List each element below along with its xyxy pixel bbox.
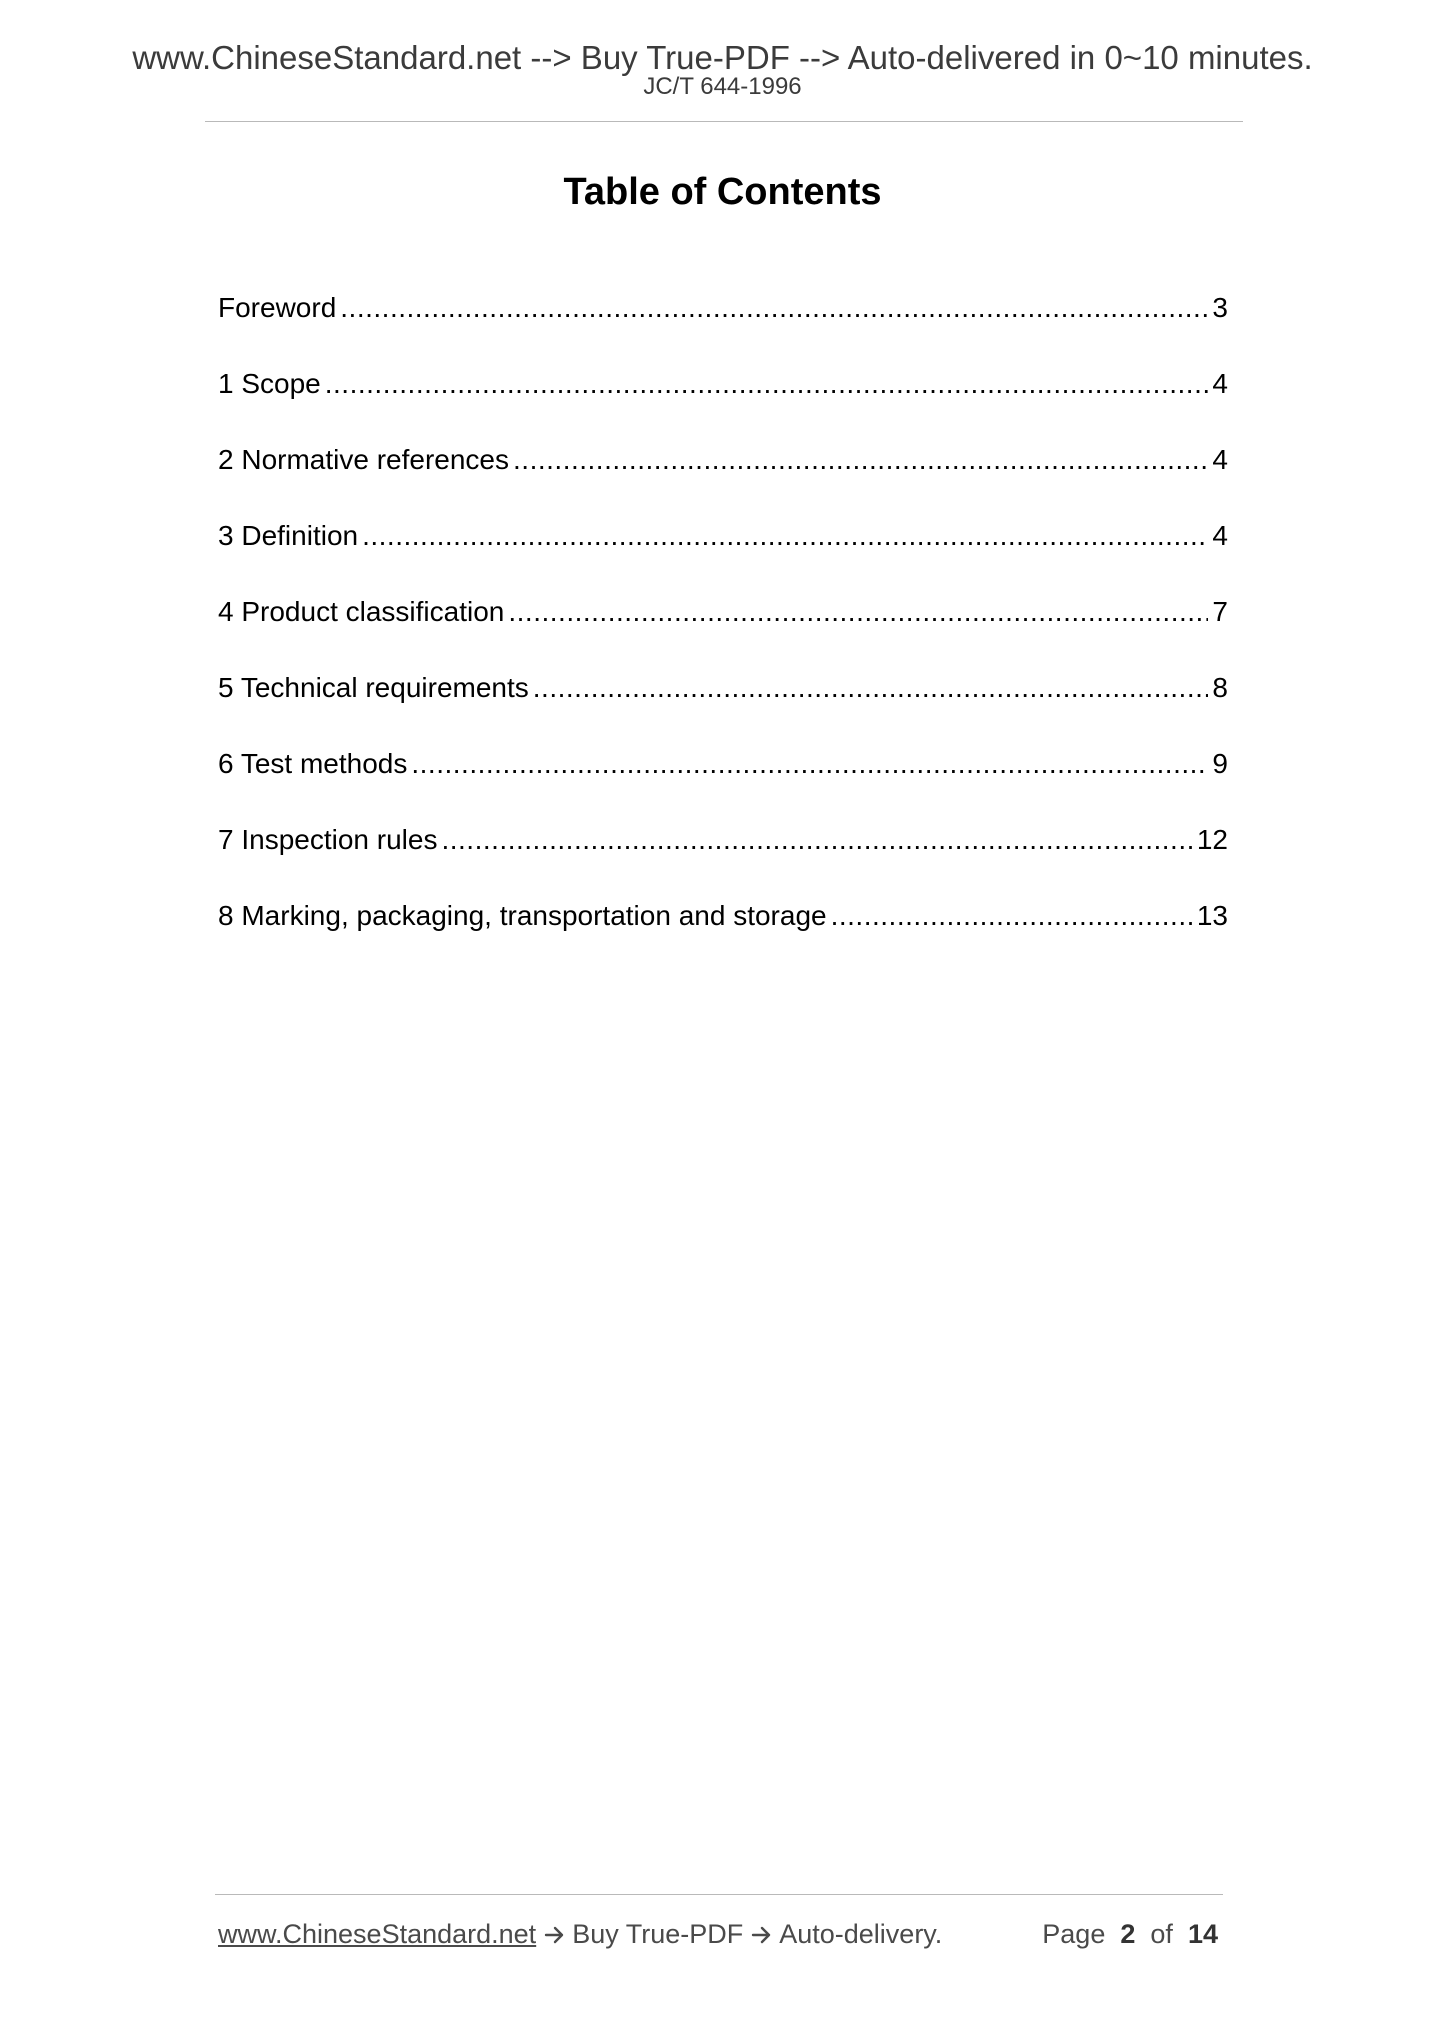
dot-leader: [325, 364, 1209, 404]
footer-divider: [215, 1894, 1223, 1895]
standard-code: JC/T 644-1996: [643, 73, 802, 100]
toc-entry-product-classification[interactable]: [218, 592, 1228, 668]
toc-entry-marking-packaging[interactable]: [218, 896, 1228, 972]
toc-entry-page: 4: [1212, 520, 1228, 551]
dot-leader: [411, 744, 1208, 784]
arrow-right-icon: [544, 1925, 566, 1945]
toc-entry-label: 7 Inspection rules: [218, 824, 438, 855]
page-total: 14: [1187, 1919, 1218, 1949]
dot-leader: [340, 288, 1208, 328]
toc-entry-label: 5 Technical requirements: [218, 672, 529, 703]
toc-title: Table of Contents: [563, 171, 882, 213]
toc-entry-normative-references[interactable]: [218, 440, 1228, 516]
page-of: of: [1150, 1919, 1173, 1949]
toc-entry-page: 9: [1212, 748, 1228, 779]
footer-promo: [218, 1914, 942, 1954]
page-current: 2: [1120, 1919, 1136, 1949]
dot-leader: [362, 516, 1208, 556]
toc-entry-label: 4 Product classification: [218, 596, 505, 627]
page-footer: [218, 1914, 1218, 1954]
toc-entry-page: 12: [1196, 824, 1228, 855]
dot-leader: [831, 896, 1193, 936]
toc-entry-inspection-rules[interactable]: [218, 820, 1228, 896]
arrow-right-icon: [751, 1925, 773, 1945]
toc-entry-page: 3: [1212, 292, 1228, 323]
toc-entry-page: 8: [1212, 672, 1228, 703]
footer-delivery-text: Auto-delivery.: [779, 1919, 943, 1949]
toc-entry-page: 13: [1196, 900, 1228, 931]
toc-entry-page: 4: [1212, 444, 1228, 475]
page-number: [1042, 1914, 1218, 1954]
toc-entry-page: 7: [1212, 596, 1228, 627]
dot-leader: [441, 820, 1192, 860]
toc-entry-technical-requirements[interactable]: [218, 668, 1228, 744]
toc-entry-label: 8 Marking, packaging, transportation and storage: [218, 900, 827, 931]
page-word: Page: [1042, 1919, 1106, 1949]
table-of-contents: [218, 288, 1228, 972]
toc-entry-definition[interactable]: [218, 516, 1228, 592]
toc-entry-test-methods[interactable]: [218, 744, 1228, 820]
header-banner: www.ChineseStandard.net --> Buy True-PDF --> Auto-delivered in 0~10 minutes.: [132, 39, 1313, 76]
toc-entry-label: 2 Normative references: [218, 444, 510, 475]
toc-entry-scope[interactable]: [218, 364, 1228, 440]
dot-leader: [533, 668, 1209, 708]
footer-buy-text: Buy True-PDF: [572, 1919, 744, 1949]
footer-site-link[interactable]: www.ChineseStandard.net: [218, 1919, 537, 1949]
dot-leader: [513, 440, 1208, 480]
toc-entry-label: 6 Test methods: [218, 748, 408, 779]
dot-leader: [508, 592, 1208, 632]
toc-entry-page: 4: [1212, 368, 1228, 399]
toc-entry-label: 3 Definition: [218, 520, 359, 551]
toc-entry-foreword[interactable]: [218, 288, 1228, 364]
toc-entry-label: Foreword: [218, 292, 337, 323]
toc-entry-label: 1 Scope: [218, 368, 321, 399]
header-divider: [205, 121, 1243, 122]
